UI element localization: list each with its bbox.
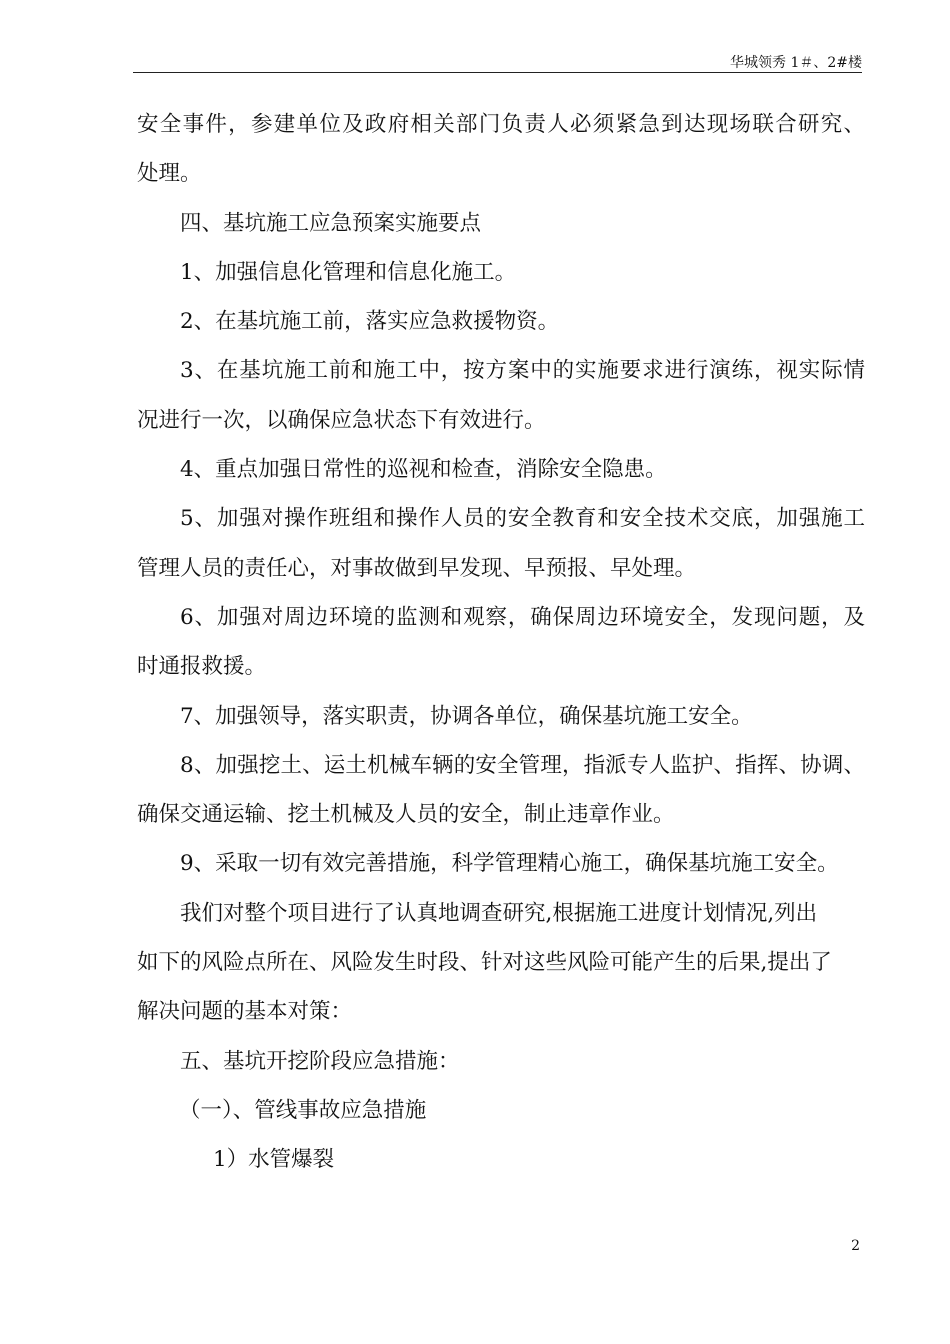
paragraph-line: 解决问题的基本对策： xyxy=(137,999,353,1025)
list-item: 4、重点加强日常性的巡视和检查，消除安全隐患。 xyxy=(180,457,667,483)
list-item: 1）水管爆裂 xyxy=(213,1147,335,1173)
paragraph-line: 时通报救援。 xyxy=(137,654,267,680)
list-item: 6、加强对周边环境的监测和观察，确保周边环境安全，发现问题，及 xyxy=(180,604,865,630)
page-number: 2 xyxy=(851,1238,860,1254)
paragraph-line: 确保交通运输、挖土机械及人员的安全，制止违章作业。 xyxy=(137,802,675,828)
paragraph-line: 如下的风险点所在、风险发生时段、针对这些风险可能产生的后果,提出了 xyxy=(137,950,832,976)
list-item: 7、加强领导，落实职责，协调各单位，确保基坑施工安全。 xyxy=(180,703,753,729)
subsection-heading: （一）、管线事故应急措施 xyxy=(179,1097,427,1123)
paragraph-line: 我们对整个项目进行了认真地调查研究,根据施工进度计划情况,列出 xyxy=(180,900,818,926)
list-item: 9、采取一切有效完善措施，科学管理精心施工，确保基坑施工安全。 xyxy=(180,851,839,877)
paragraph-line: 况进行一次，以确保应急状态下有效进行。 xyxy=(137,407,546,433)
paragraph-line: 安全事件，参建单位及政府相关部门负责人必须紧急到达现场联合研究、 xyxy=(137,112,865,137)
section-heading: 五、基坑开挖阶段应急措施： xyxy=(180,1048,460,1074)
list-item: 8、加强挖土、运土机械车辆的安全管理，指派专人监护、指挥、协调、 xyxy=(180,752,865,778)
paragraph-line: 处理。 xyxy=(137,161,202,187)
list-item: 3、在基坑施工前和施工中，按方案中的实施要求进行演练，视实际情 xyxy=(180,358,865,384)
body-text xyxy=(137,100,865,1185)
header-rule xyxy=(133,72,862,73)
section-heading: 四、基坑施工应急预案实施要点 xyxy=(180,210,482,236)
page-header: 华城领秀 1＃、2#楼 xyxy=(730,55,862,71)
list-item: 1、加强信息化管理和信息化施工。 xyxy=(180,259,517,285)
paragraph-line: 管理人员的责任心，对事故做到早发现、早预报、早处理。 xyxy=(137,555,697,581)
list-item: 2、在基坑施工前，落实应急救援物资。 xyxy=(180,309,560,335)
list-item: 5、加强对操作班组和操作人员的安全教育和安全技术交底，加强施工 xyxy=(180,506,865,532)
